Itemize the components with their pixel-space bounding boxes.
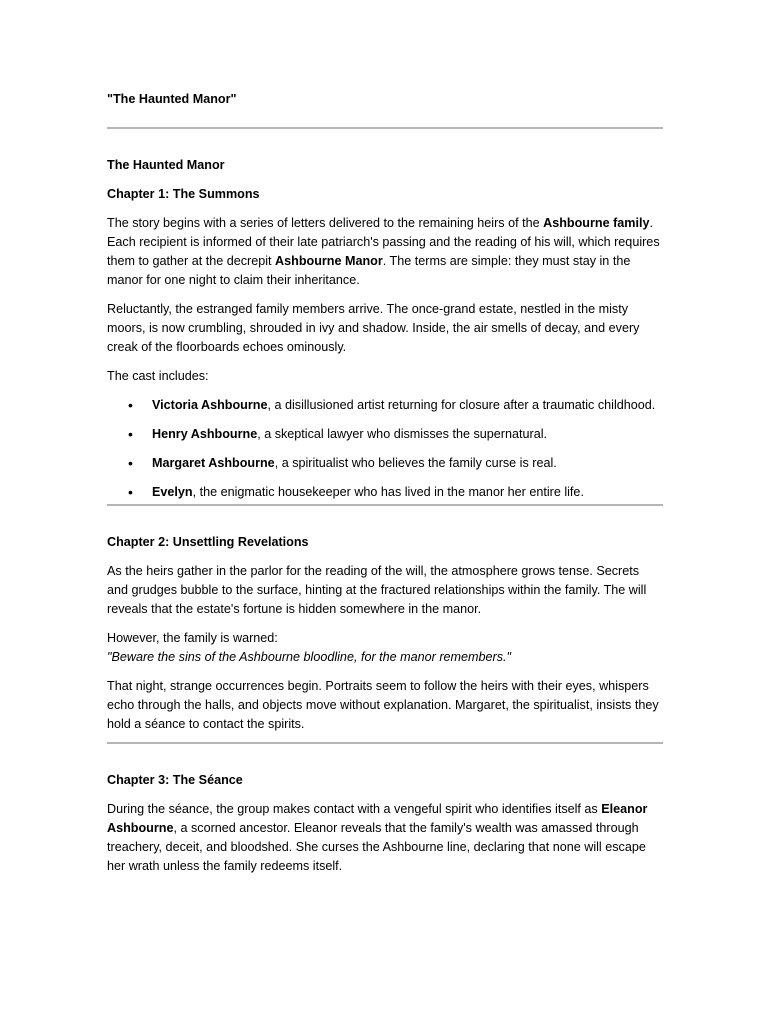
chapter-1-heading: Chapter 1: The Summons xyxy=(107,187,260,201)
document-body xyxy=(107,90,663,886)
list-item xyxy=(107,483,663,502)
cast-description: , a skeptical lawyer who dismisses the supernatural. xyxy=(257,427,547,441)
manor-name: Ashbourne Manor xyxy=(275,254,383,268)
section-divider xyxy=(107,127,663,129)
cast-description: , the enigmatic housekeeper who has lived in the manor her entire life. xyxy=(192,485,584,499)
bullet-icon: • xyxy=(128,455,133,471)
section-divider xyxy=(107,742,663,744)
chapter-1-paragraph-2: Reluctantly, the estranged family members arrive. The once-grand estate, nestled in the misty moors, is now crumbling, shrouded in ivy and shadow. Inside, the air smells of decay, and every creak of the floorboards echoes ominously. xyxy=(107,302,640,354)
family-name: Ashbourne family xyxy=(543,216,650,230)
cast-name: Evelyn xyxy=(152,485,193,499)
story-title: The Haunted Manor xyxy=(107,158,225,172)
bullet-icon: • xyxy=(128,484,133,500)
chapter-2-heading: Chapter 2: Unsettling Revelations xyxy=(107,535,309,549)
cast-list xyxy=(107,396,663,502)
list-item xyxy=(107,396,663,415)
cast-intro: The cast includes: xyxy=(107,369,209,383)
chapter-2-warning xyxy=(107,629,663,667)
spirit-name: Eleanor Ashbourne xyxy=(107,802,648,835)
chapter-2-paragraph-1: As the heirs gather in the parlor for the reading of the will, the atmosphere grows tense. Secrets and grudges bubble to the surface, hinting at the fractured relationships within the family. The will reveals that the estate's fortune is hidden somewhere in the manor. xyxy=(107,564,647,616)
document-title: "The Haunted Manor" xyxy=(107,92,237,106)
warning-intro: However, the family is warned: xyxy=(107,631,278,645)
bullet-icon: • xyxy=(128,426,133,442)
chapter-2-paragraph-3: That night, strange occurrences begin. Portraits seem to follow the heirs with their eyes, whispers echo through the halls, and objects move without explanation. Margaret, the spiritualist, insists they hold a séance to contact the spirits. xyxy=(107,679,659,731)
cast-description: , a disillusioned artist returning for closure after a traumatic childhood. xyxy=(267,398,656,412)
cast-description: , a spiritualist who believes the family curse is real. xyxy=(274,456,557,470)
cast-name: Margaret Ashbourne xyxy=(152,456,275,470)
chapter-3-paragraph-1: During the séance, the group makes contact with a vengeful spirit who identifies itself as Eleanor Ashbourne, a scorned ancestor. Eleanor reveals that the family's wealth was amassed through treachery, deceit, and bloodshed. She curses the Ashbourne line, declaring that none will escape her wrath unless the family redeems itself. xyxy=(107,802,648,873)
chapter-1-paragraph-1: The story begins with a series of letters delivered to the remaining heirs of the Ashbourne family. Each recipient is informed of their late patriarch's passing and the reading of his will, which requires them to gather at the decrepit Ashbourne Manor. The terms are simple: they must stay in the manor for one night to claim their inheritance. xyxy=(107,216,660,287)
chapter-3-heading: Chapter 3: The Séance xyxy=(107,773,243,787)
warning-quote: "Beware the sins of the Ashbourne bloodline, for the manor remembers." xyxy=(107,650,511,664)
cast-name: Henry Ashbourne xyxy=(152,427,258,441)
bullet-icon: • xyxy=(128,397,133,413)
section-divider xyxy=(107,504,663,506)
list-item xyxy=(107,454,663,473)
list-item xyxy=(107,425,663,444)
cast-name: Victoria Ashbourne xyxy=(152,398,268,412)
